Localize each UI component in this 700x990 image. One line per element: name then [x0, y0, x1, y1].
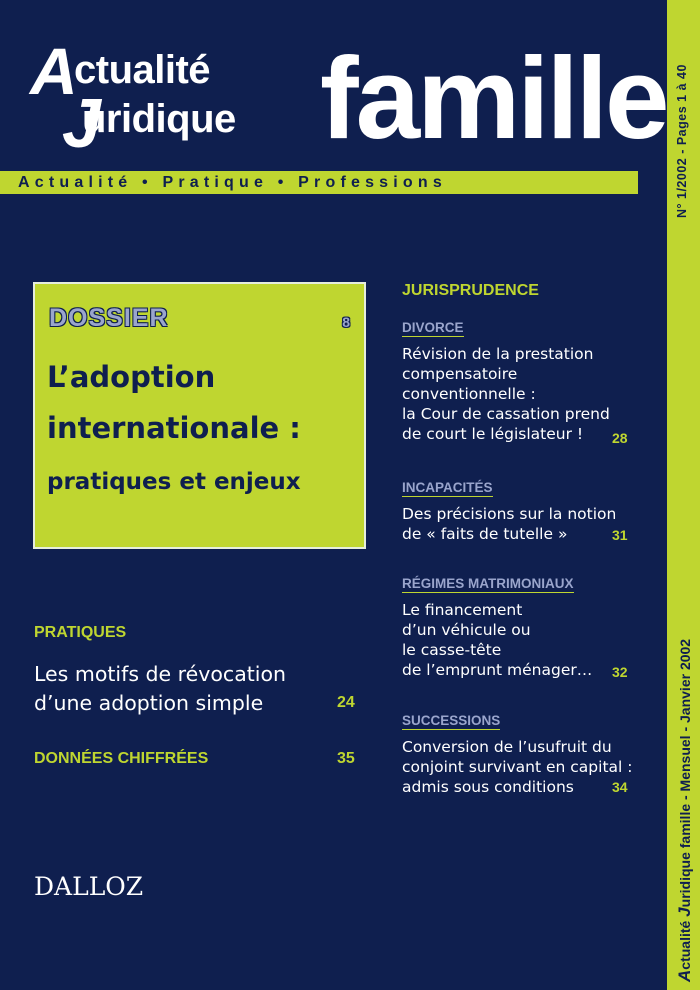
incapacites-page-number: 31 [612, 527, 628, 543]
masthead-initial-a: A [30, 34, 78, 108]
successions-line: admis sous conditions [402, 778, 574, 796]
spine-title-part2: uridique famille - Mensuel - Janvier 2002 [677, 638, 693, 908]
divorce-article[interactable] [402, 344, 610, 444]
pratiques-page-number: 24 [337, 694, 355, 711]
publisher-logo: DALLOZ [34, 872, 144, 901]
spine-initial-a: A [675, 969, 694, 982]
successions-article[interactable] [402, 737, 633, 797]
spine-initial-j: J [675, 907, 694, 917]
divorce-page-number: 28 [612, 430, 628, 446]
successions-line: Conversion de l’usufruit du [402, 738, 612, 756]
category-successions[interactable]: SUCCESSIONS [402, 713, 501, 728]
dossier-title-line3: pratiques et enjeux [47, 469, 301, 495]
masthead-actualite: ctualité [74, 48, 211, 92]
tagline: Actualité • Pratique • Professions [18, 174, 447, 191]
regimes-line: de l’emprunt ménager… [402, 661, 593, 679]
masthead [0, 0, 667, 200]
spine-title [675, 639, 695, 982]
pratiques-line2: d’une adoption simple [34, 691, 264, 715]
divorce-line: la Cour de cassation prend [402, 405, 610, 423]
masthead-famille: famille [320, 33, 667, 163]
dossier-box[interactable] [33, 282, 366, 549]
spine-issue-info: N° 1/2002 - Pages 1 à 40 [675, 64, 689, 218]
incapacites-article[interactable] [402, 504, 616, 544]
donnees-heading[interactable]: DONNÉES CHIFFRÉES [34, 750, 209, 767]
category-regimes-matrimoniaux[interactable]: RÉGIMES MATRIMONIAUX [402, 576, 574, 591]
spine-title-part1: ctualité [677, 916, 693, 970]
divorce-line: Révision de la prestation [402, 345, 594, 363]
category-divorce[interactable]: DIVORCE [402, 320, 464, 335]
jurisprudence-heading: JURISPRUDENCE [402, 282, 539, 299]
pratiques-line1: Les motifs de révocation [34, 662, 287, 686]
dossier-page-number: 8 [342, 314, 350, 330]
category-incapacites[interactable]: INCAPACITÉS [402, 480, 493, 495]
regimes-article[interactable] [402, 600, 592, 680]
regimes-line: d’un véhicule ou [402, 621, 531, 639]
tagline-bar [0, 171, 638, 194]
incapacites-line: de « faits de tutelle » [402, 525, 568, 543]
masthead-initial-j: J [62, 84, 101, 162]
regimes-line: le casse-tête [402, 641, 502, 659]
regimes-page-number: 32 [612, 664, 628, 680]
successions-page-number: 34 [612, 779, 628, 795]
divorce-line: compensatoire [402, 365, 518, 383]
dossier-title-line1: L’adoption [47, 360, 216, 394]
masthead-juridique: uridique [82, 97, 236, 141]
divorce-line: conventionnelle : [402, 385, 536, 403]
divorce-line: de court le législateur ! [402, 425, 584, 443]
successions-line: conjoint survivant en capital : [402, 758, 633, 776]
pratiques-article[interactable] [34, 660, 286, 718]
dossier-label: DOSSIER [49, 304, 169, 332]
pratiques-heading: PRATIQUES [34, 624, 127, 641]
donnees-page-number: 35 [337, 750, 355, 767]
incapacites-line: Des précisions sur la notion [402, 505, 617, 523]
regimes-line: Le financement [402, 601, 523, 619]
dossier-title-line2: internationale : [47, 411, 301, 445]
